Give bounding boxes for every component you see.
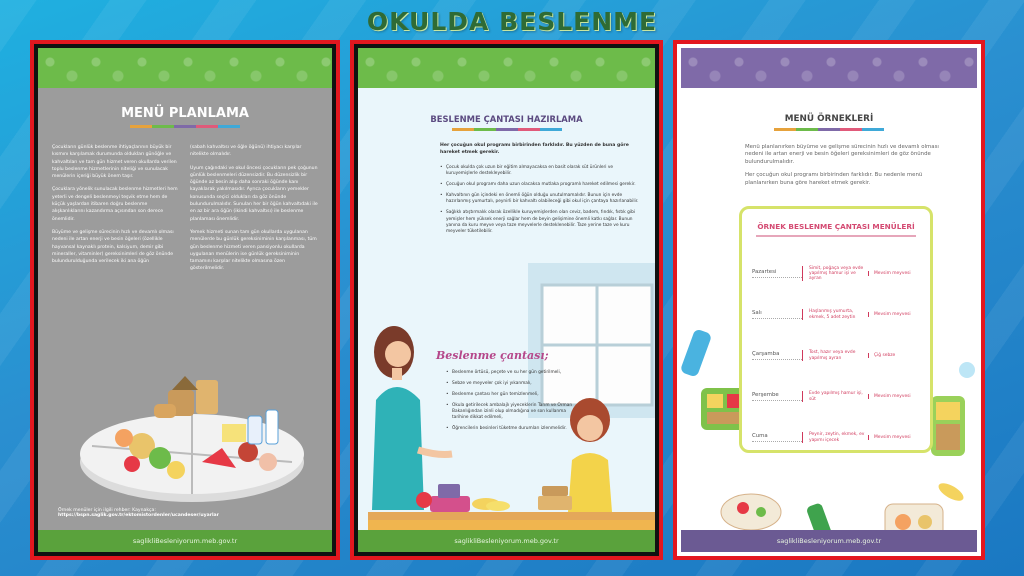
list-item: • Çocuk okulda çok uzun bir eğitim almayacaksa en basit olarak süt ürünleri ve kuruyemişlerle destekleyebilir. (440, 165, 639, 177)
page-title: OKULDA BESLENME (366, 7, 658, 36)
menu-dish: Peynir, zeytin, ekmek, ev yapımı içecek (802, 432, 868, 442)
menu-fruit: Çiğ sebze (868, 353, 920, 358)
menu-row (742, 376, 930, 417)
panel-heading: MENÜ PLANLAMA (38, 106, 332, 128)
list-item: • Kahvaltının gün içindeki en önemli öğün olduğu unutulmamalıdır. Bunun için evde hazırlanmış yumurtalı, peynirli bir kahvaltı olabileceği gibi okul için çantaya hazırlanabilir. (440, 193, 639, 205)
menu-dish: Evde yapılmış hamur işi, süt (802, 391, 868, 401)
card-title: ÖRNEK BESLENME ÇANTASI MENÜLERİ (757, 222, 915, 231)
intro-text: Menü planlanırken büyüme ve gelişme sürecinin hızlı ve devamlı olması nedeni ile artan enerji ve besin öğeleri gereksinimleri de göz önünde bulundurulmalıdır. Her çocuğun okul programı birbirinden farklıdır. Bu nedenle menü planlanırken buna göre hareket etmek gerekir. (745, 144, 939, 186)
menu-row (742, 294, 930, 335)
text-columns (52, 144, 318, 279)
menu-fruit: Mevsim meyvesi (868, 312, 920, 317)
menu-fruit: Mevsim meyvesi (868, 394, 920, 399)
menu-day: Salı (752, 310, 802, 319)
list-item: • Beslenme çantası her gün temizlenmeli, (446, 392, 581, 398)
script-subheading: Beslenme çantası; (436, 349, 549, 362)
food-plate-illustration (72, 350, 312, 510)
menu-row (742, 417, 930, 458)
panel-banner (358, 48, 655, 88)
menu-table (742, 253, 930, 458)
panel-menu-examples (673, 40, 985, 560)
source-line: Örnek menüler için ilgili rehber: Kaynakça: https://bspn.saglik.gov.tr/ektomistordenler/ucandeser/uyarlar (58, 508, 219, 518)
text-column-right: (sabah kahvaltısı ve öğle öğünü) ihtiyacı karşılar nitelikte olmalıdır. Uyum çağındaki ve okul öncesi çocukların pek çoğunun günlük beslenmeleri düzensizdir. Bu düzensizlik bir öğünde az besin alıp daha sonraki öğünde kanı kayaklarak yakılmasıdır. Ayrıca çocukların yemekler konusunda seçici oldukları da göz önünde bulundurulmalıdır. Sunulan her bir öğün kahvaltıdaki ile en az bir ara öğün (ikindi kahvaltısı) ile beslenme planlaması önemlidir. Yemek hizmeti sunan tam gün okullarda uygulanan menülerde bu günlük gereksiniminin karşılanması, tüm gün beslenme hizmeti veren pansiyonlu okullarda uygulanan menülerin ise günlük gereksiniminin tamamını karşılar nitelikte olmasına özen gösterilmelidir. (190, 145, 318, 272)
list-item: • Beslenme örtüsü, peçete ve su her gün getirilmeli, (446, 370, 581, 376)
list-item: • Okula getirilecek ambalajlı yiyeceklerin Tarım ve Orman Bakanlığından izinli olup olmadığına ve son kullanma tarihine dikkat edilmeli, (446, 403, 581, 421)
list-item: • Çocuğun okul programı daha uzun olacaksa mutlaka programlı hareket edilmesi gerekir. (440, 182, 639, 188)
color-bar (774, 128, 884, 131)
color-bar (130, 125, 240, 128)
panel-lunchbox-prep (350, 40, 663, 560)
menu-day: Pazartesi (752, 269, 802, 278)
color-bar (452, 128, 562, 131)
menu-fruit: Mevsim meyvesi (868, 435, 920, 440)
panel-banner (38, 48, 332, 88)
sample-menu-card (739, 206, 933, 453)
panel-heading: BESLENME ÇANTASI HAZIRLAMA (358, 114, 655, 131)
list-item: • Sebze ve meyveler çok iyi yıkanmalı, (446, 381, 581, 387)
intro-text: Her çocuğun okul programı birbirinden farklıdır. Bu yüzden de buna göre hareket etmek gerekir. (440, 143, 629, 155)
text-column-left: Çocukların günlük beslenme ihtiyaçlarının büyük bir kısmını karşılamak durumunda oldukları günöğle ve kahvaltıları ve tam gün hizmet veren okullarda verilen toplu beslenme hizmetlerinin niteliği ve sunulacak menülerin içeriği büyük önem taşır. Çocuklara yönelik sunulacak beslenme hizmetleri hem yeterli ve dengeli beslenmeyi teşvik etme hem de küçük yaşlardan itibaren doğru beslenme alışkanlıklarını kazandırma açısından son derece önemlidir. Büyüme ve gelişme sürecinin hızlı ve devamlı olması nedeni ile artan enerji ve besin öğeleri (özellikle hayvansal kaynaklı protein, kalsiyum, demir gibi mineraller, vitaminler) gereksinimleri de göz önünde bulundurulduğunda verilecek iki ana öğün (52, 145, 178, 265)
menu-dish: Simit, poğaça veya evde yapılmış hamur işi ve ayran (802, 266, 868, 282)
panel-footer: saglikliBesleniyorum.meb.gov.tr (38, 530, 332, 552)
menu-dish: Haşlanmış yumurta, ekmek, 5 adet zeytin (802, 309, 868, 319)
tips-list (440, 165, 639, 240)
panel-menu-planning (30, 40, 340, 560)
panel-footer: saglikliBesleniyorum.meb.gov.tr (358, 530, 655, 552)
menu-day: Çarşamba (752, 351, 802, 360)
panel-banner (681, 48, 977, 88)
menu-row (742, 253, 930, 294)
panel-heading: MENÜ ÖRNEKLERİ (681, 114, 977, 131)
menu-dish: Tost, hazır veya evde yapılmış ayran (802, 350, 868, 360)
mother-daughter-illustration (358, 300, 655, 540)
menu-day: Perşembe (752, 392, 802, 401)
list-item: • Öğrencilerin besinleri tüketme durumları izlenmelidir. (446, 426, 581, 432)
menu-fruit: Mevsim meyvesi (868, 271, 920, 276)
source-link[interactable]: https://bspn.saglik.gov.tr/ektomistordenler/ucandeser/uyarlar (58, 513, 219, 518)
card-divider (756, 235, 916, 237)
panel-footer: saglikliBesleniyorum.meb.gov.tr (681, 530, 977, 552)
menu-day: Cuma (752, 433, 802, 442)
list-item: • Sağlıklı atıştırmalık olarak özellikle kuruyemişlerden olan ceviz, badem, fındık, fıstık gibi yemişler hem yüksek enerji sağlar hem de beyin gelişimine önemli katkı sağlar. Bunun yanına da kuru meyve veya taze meyvelerle desteklenebilir. Taze yerine taze ve kuru meyveler tüketilebilir. (440, 210, 639, 234)
menu-row (742, 335, 930, 376)
